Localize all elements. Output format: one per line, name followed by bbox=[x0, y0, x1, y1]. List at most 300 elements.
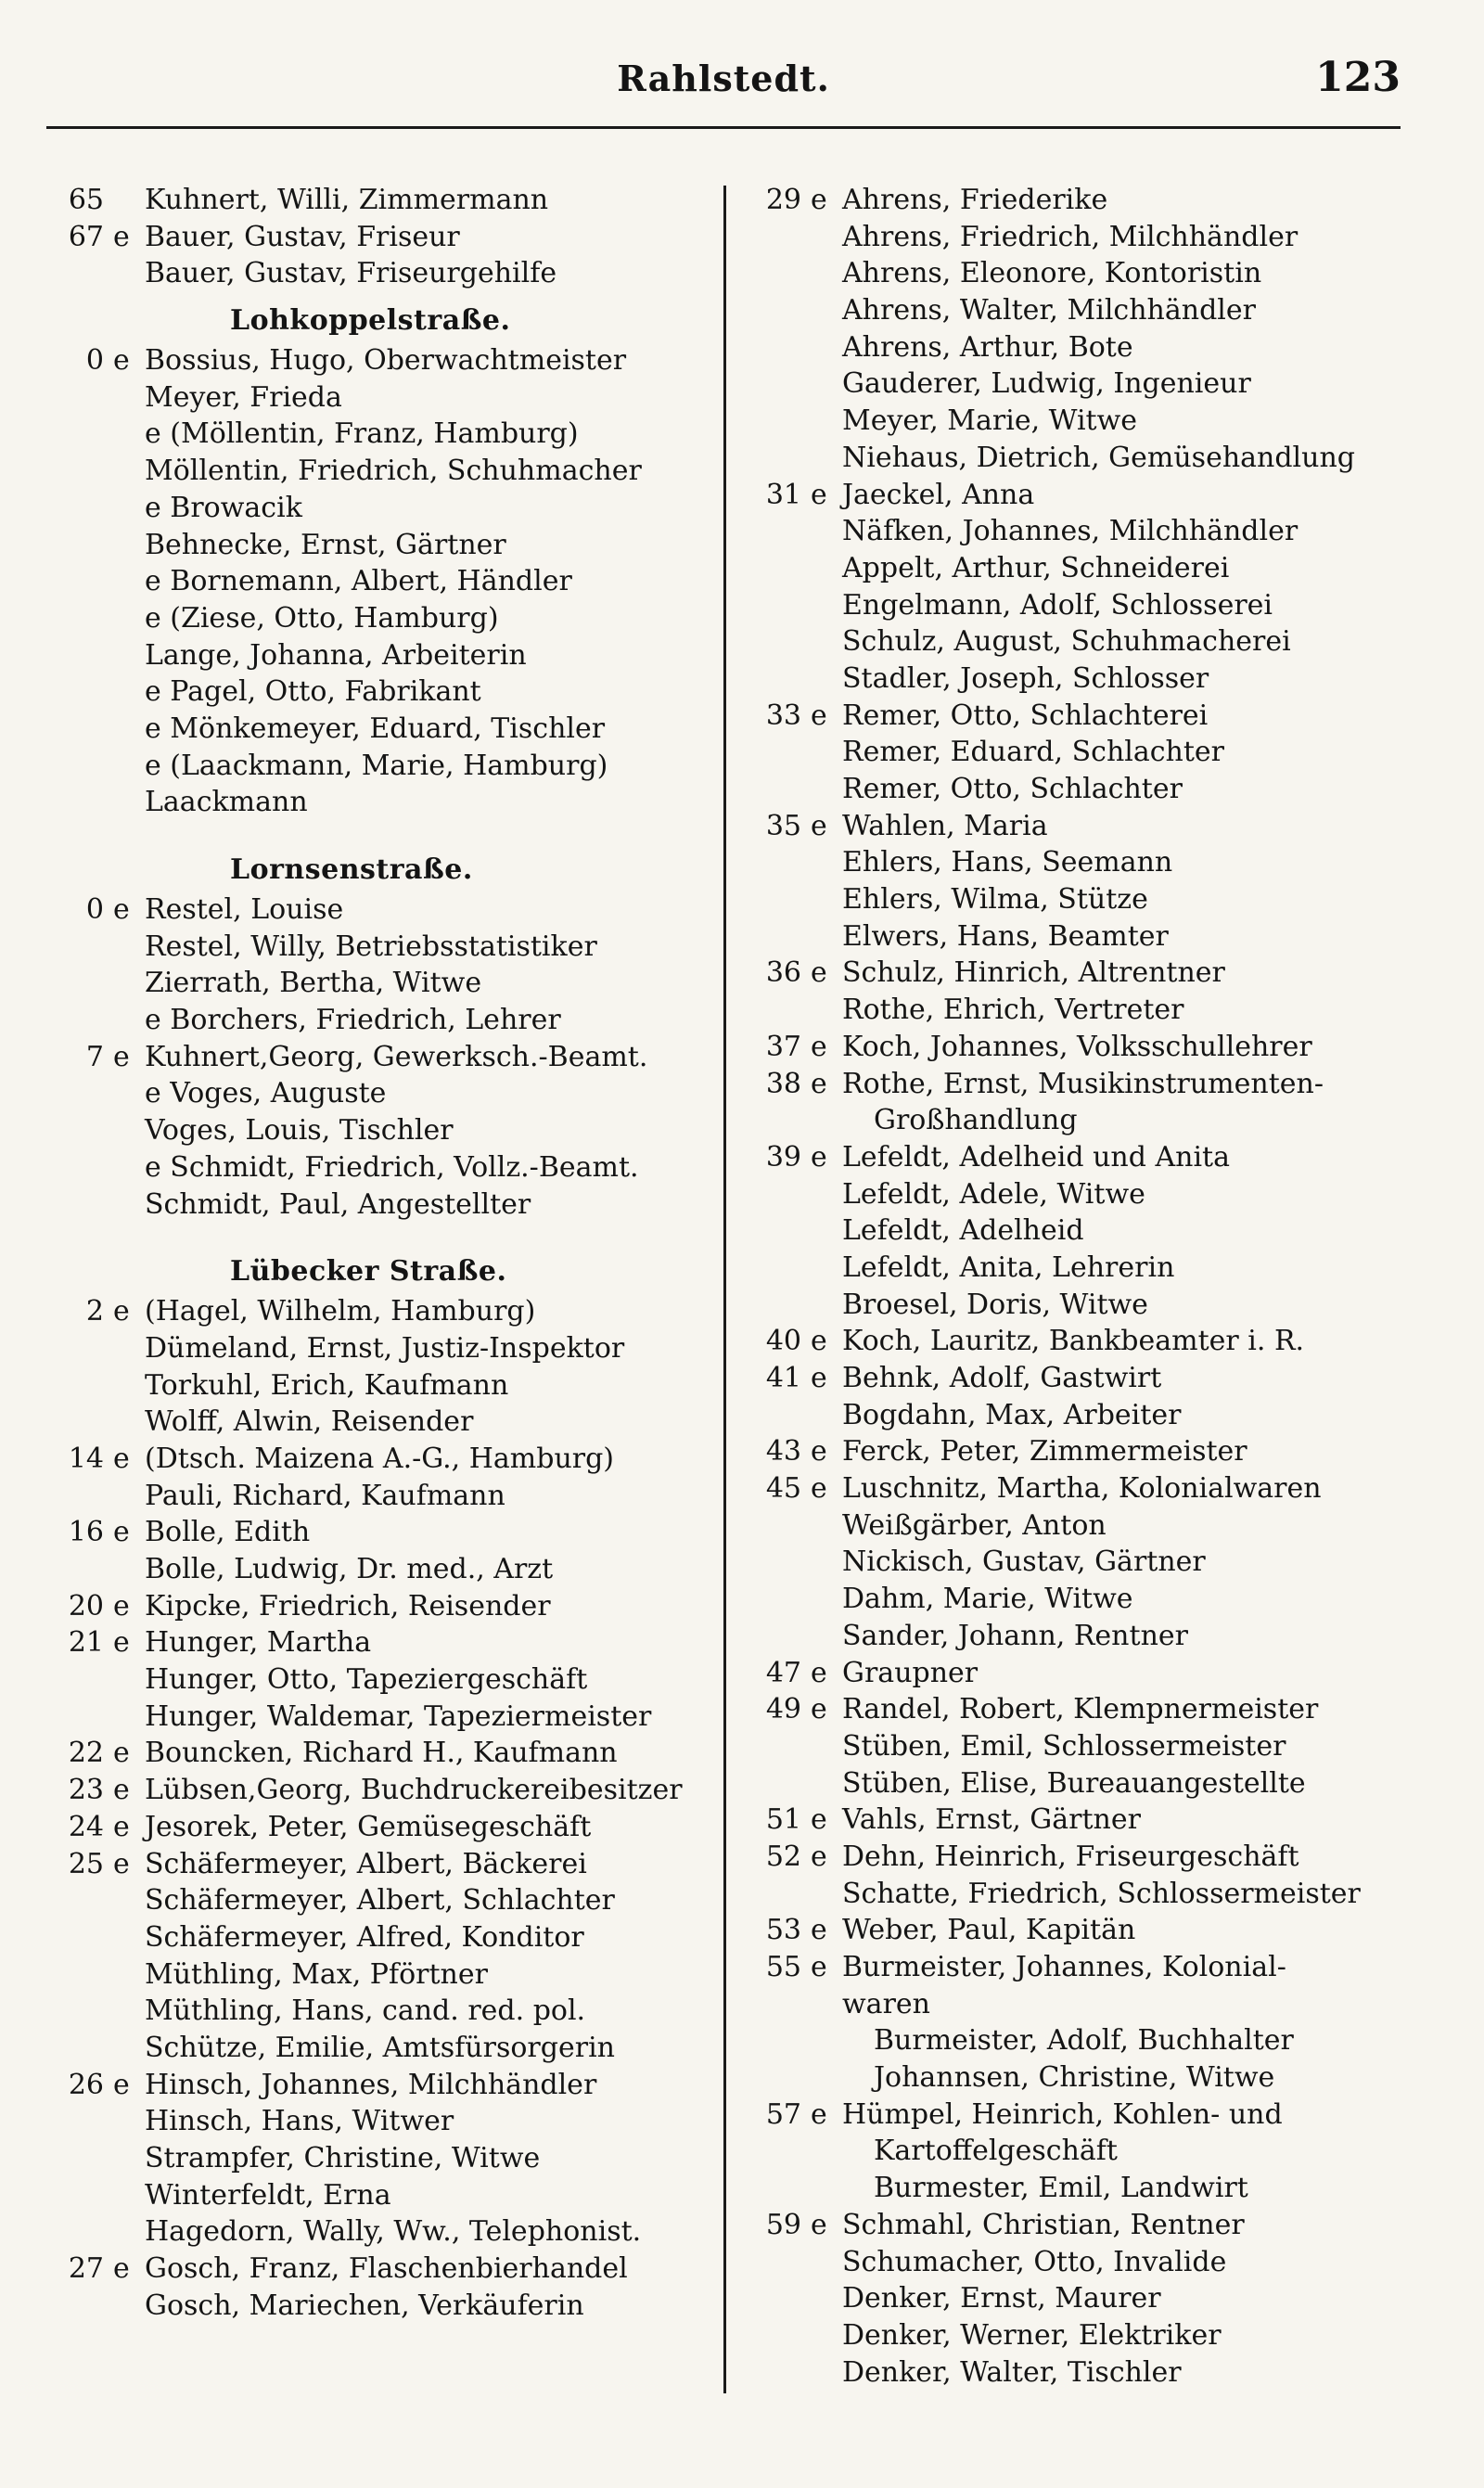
house-number: 0 bbox=[85, 893, 104, 926]
owner-flag: e bbox=[811, 1435, 827, 1468]
house-number: 29 bbox=[765, 184, 801, 216]
house-number: 25 bbox=[68, 1847, 104, 1880]
house-number bbox=[56, 2030, 104, 2067]
directory-entry bbox=[56, 1735, 705, 1772]
resident-text: Weißgärber, Anton bbox=[842, 1508, 1107, 1542]
owner-flag bbox=[113, 1882, 145, 1919]
house-number: 35 bbox=[765, 809, 801, 842]
house-number bbox=[753, 2280, 801, 2317]
resident-text: Bouncken, Richard H., Kaufmann bbox=[145, 1737, 618, 1770]
resident-text: Kuhnert,Georg, Gewerksch.-Beamt. bbox=[145, 1040, 648, 1073]
owner-flag bbox=[113, 1956, 145, 1994]
gap bbox=[801, 2207, 811, 2244]
directory-entry bbox=[56, 1293, 705, 1330]
resident-text: Burmester, Emil, Landwirt bbox=[874, 2172, 1248, 2205]
owner-flag bbox=[811, 292, 842, 329]
gap bbox=[104, 965, 113, 1002]
resident-text: Schäfermeyer, Alfred, Konditor bbox=[145, 1920, 584, 1954]
resident-text: Remer, Eduard, Schlachter bbox=[842, 736, 1225, 769]
resident-text: Laackmann bbox=[145, 786, 308, 819]
owner-flag bbox=[113, 600, 145, 637]
gap bbox=[104, 1293, 113, 1330]
gap bbox=[104, 490, 113, 527]
gap bbox=[801, 2097, 811, 2134]
owner-flag bbox=[811, 2170, 842, 2207]
house-number bbox=[753, 2354, 801, 2392]
gap bbox=[104, 1699, 113, 1736]
house-number bbox=[56, 673, 104, 711]
street-heading: Lübecker Straße. bbox=[230, 1255, 507, 1289]
house-number bbox=[56, 255, 104, 292]
resident-text: Lefeldt, Adele, Witwe bbox=[842, 1177, 1145, 1211]
gap bbox=[801, 1250, 811, 1287]
house-number: 39 bbox=[765, 1140, 801, 1173]
gap bbox=[104, 1404, 113, 1441]
resident-text: Ahrens, Walter, Milchhändler bbox=[842, 294, 1256, 327]
house-number: 24 bbox=[68, 1810, 104, 1843]
resident-text: Ahrens, Arthur, Bote bbox=[842, 330, 1133, 364]
owner-flag: e bbox=[113, 2068, 130, 2101]
owner-flag bbox=[113, 2103, 145, 2140]
owner-flag bbox=[811, 1212, 842, 1250]
directory-entry bbox=[753, 734, 1449, 771]
resident-text: Wahlen, Maria bbox=[842, 809, 1048, 842]
house-number bbox=[56, 929, 104, 966]
house-number bbox=[56, 2140, 104, 2177]
gap bbox=[104, 1919, 113, 1956]
gap bbox=[801, 2354, 811, 2392]
header-rule bbox=[46, 126, 1401, 129]
house-number bbox=[56, 453, 104, 490]
gap bbox=[801, 1618, 811, 1655]
house-number bbox=[56, 1186, 104, 1224]
owner-flag bbox=[811, 403, 842, 440]
gap bbox=[104, 1112, 113, 1149]
resident-text: Strampfer, Christine, Witwe bbox=[145, 2142, 541, 2174]
house-number bbox=[753, 2170, 801, 2207]
owner-flag bbox=[113, 1919, 145, 1956]
owner-flag bbox=[113, 1075, 145, 1112]
directory-entry bbox=[56, 1186, 705, 1224]
resident-text: Bossius, Hugo, Oberwachtmeister bbox=[145, 344, 627, 378]
resident-text: e (Laackmann, Marie, Hamburg) bbox=[145, 749, 608, 782]
house-number bbox=[753, 1618, 801, 1655]
owner-flag bbox=[811, 1544, 842, 1581]
owner-flag bbox=[113, 2140, 145, 2177]
house-number bbox=[56, 2177, 104, 2214]
owner-flag bbox=[811, 1986, 842, 2023]
house-number bbox=[753, 1544, 801, 1581]
house-number bbox=[753, 844, 801, 881]
gap bbox=[801, 2170, 811, 2207]
gap bbox=[104, 2140, 113, 2177]
house-number bbox=[56, 2103, 104, 2140]
directory-entry bbox=[56, 2103, 705, 2140]
house-number: 14 bbox=[68, 1442, 104, 1475]
house-number bbox=[56, 600, 104, 637]
gap bbox=[801, 255, 811, 292]
directory-entry bbox=[56, 711, 705, 748]
directory-entry bbox=[56, 1624, 705, 1661]
owner-flag bbox=[113, 637, 145, 674]
owner-flag bbox=[811, 771, 842, 808]
directory-entry bbox=[753, 255, 1449, 292]
resident-text: Rothe, Ehrich, Vertreter bbox=[842, 994, 1184, 1027]
resident-text: Schmahl, Christian, Rentner bbox=[842, 2208, 1245, 2241]
owner-flag: e bbox=[113, 2252, 130, 2286]
resident-text: Hunger, Waldemar, Tapeziermeister bbox=[145, 1699, 652, 1733]
owner-flag bbox=[811, 219, 842, 256]
directory-entry bbox=[56, 1919, 705, 1956]
owner-flag bbox=[113, 784, 145, 821]
house-number: 26 bbox=[68, 2068, 104, 2101]
resident-text: Randel, Robert, Klempnermeister bbox=[842, 1693, 1319, 1726]
owner-flag bbox=[113, 1404, 145, 1441]
house-number bbox=[56, 711, 104, 748]
house-number bbox=[56, 2213, 104, 2251]
directory-entry bbox=[753, 1655, 1449, 1692]
directory-entry bbox=[56, 1149, 705, 1186]
resident-text: Ferck, Peter, Zimmermeister bbox=[842, 1435, 1247, 1468]
gap bbox=[801, 440, 811, 477]
resident-text: Schulz, Hinrich, Altrentner bbox=[842, 956, 1225, 990]
house-number: 2 bbox=[85, 1295, 104, 1328]
directory-entry bbox=[753, 550, 1449, 587]
directory-entry bbox=[753, 1397, 1449, 1434]
owner-flag: e bbox=[811, 478, 827, 511]
house-number bbox=[753, 2317, 801, 2354]
gap bbox=[104, 2288, 113, 2325]
resident-text: Torkuhl, Erich, Kaufmann bbox=[145, 1368, 509, 1402]
owner-flag bbox=[113, 1112, 145, 1149]
gap bbox=[801, 1691, 811, 1728]
resident-text: Näfken, Johannes, Milchhändler bbox=[842, 515, 1298, 548]
house-number: 0 bbox=[85, 344, 104, 378]
directory-entry bbox=[753, 1691, 1449, 1728]
resident-text: Pauli, Richard, Kaufmann bbox=[145, 1479, 505, 1512]
house-number: 41 bbox=[765, 1362, 801, 1394]
house-number bbox=[56, 379, 104, 417]
house-number: 53 bbox=[765, 1914, 801, 1947]
owner-flag: e bbox=[811, 956, 827, 990]
gap bbox=[104, 1039, 113, 1076]
resident-text: Schatte, Friedrich, Schlossermeister bbox=[842, 1877, 1361, 1910]
house-number bbox=[56, 1993, 104, 2030]
resident-text: Hunger, Martha bbox=[145, 1626, 372, 1660]
gap bbox=[104, 1846, 113, 1883]
directory-entry bbox=[753, 918, 1449, 955]
directory-entry bbox=[56, 673, 705, 711]
owner-flag bbox=[113, 1330, 145, 1367]
owner-flag bbox=[811, 881, 842, 918]
house-number bbox=[753, 771, 801, 808]
gap bbox=[104, 1514, 113, 1551]
resident-text: Remer, Otto, Schlachter bbox=[842, 773, 1183, 805]
gap bbox=[801, 844, 811, 881]
directory-entry bbox=[753, 1360, 1449, 1397]
owner-flag: e bbox=[811, 2097, 827, 2131]
gap bbox=[801, 2022, 811, 2059]
owner-flag bbox=[811, 366, 842, 403]
house-number: 7 bbox=[85, 1040, 104, 1073]
resident-text: Gosch, Mariechen, Verkäuferin bbox=[145, 2289, 584, 2322]
directory-entry bbox=[753, 1029, 1449, 1066]
gap bbox=[801, 1986, 811, 2023]
gap bbox=[801, 1765, 811, 1802]
directory-entry bbox=[56, 453, 705, 490]
directory-entry bbox=[753, 1507, 1449, 1545]
house-number bbox=[753, 2022, 801, 2059]
resident-text: Remer, Otto, Schlachterei bbox=[842, 699, 1209, 732]
page-title: Rahlstedt. bbox=[617, 58, 830, 99]
directory-entry bbox=[753, 623, 1449, 660]
directory-entry bbox=[753, 292, 1449, 329]
owner-flag bbox=[811, 918, 842, 955]
owner-flag bbox=[113, 2288, 145, 2325]
resident-text: Dümeland, Ernst, Justiz-Inspektor bbox=[145, 1331, 625, 1365]
gap bbox=[104, 1624, 113, 1661]
gap bbox=[801, 550, 811, 587]
gap bbox=[801, 329, 811, 366]
owner-flag: e bbox=[113, 344, 130, 378]
owner-flag bbox=[113, 929, 145, 966]
house-number: 23 bbox=[68, 1774, 104, 1807]
owner-flag bbox=[811, 440, 842, 477]
gap bbox=[104, 453, 113, 490]
house-number bbox=[753, 2059, 801, 2097]
gap bbox=[801, 992, 811, 1029]
house-number bbox=[56, 1002, 104, 1039]
gap bbox=[104, 1478, 113, 1515]
gap bbox=[104, 1075, 113, 1112]
gap bbox=[801, 623, 811, 660]
house-number bbox=[56, 1367, 104, 1404]
directory-entry bbox=[56, 1882, 705, 1919]
owner-flag bbox=[811, 1507, 842, 1545]
gap bbox=[104, 1993, 113, 2030]
owner-flag bbox=[113, 1186, 145, 1224]
gap bbox=[801, 182, 811, 219]
owner-flag bbox=[113, 1551, 145, 1588]
directory-entry bbox=[753, 844, 1449, 881]
directory-entry bbox=[753, 1433, 1449, 1470]
owner-flag: e bbox=[113, 1589, 130, 1622]
house-number bbox=[56, 1149, 104, 1186]
directory-entry bbox=[753, 2280, 1449, 2317]
house-number bbox=[753, 1876, 801, 1913]
gap bbox=[104, 1735, 113, 1772]
house-number bbox=[56, 965, 104, 1002]
gap bbox=[801, 1323, 811, 1360]
house-number bbox=[753, 623, 801, 660]
directory-entry bbox=[753, 2317, 1449, 2354]
gap bbox=[104, 2030, 113, 2067]
owner-flag: e bbox=[811, 1693, 827, 1726]
directory-entry bbox=[753, 1212, 1449, 1250]
house-number bbox=[753, 1212, 801, 1250]
owner-flag: e bbox=[113, 1737, 130, 1770]
gap bbox=[801, 587, 811, 624]
owner-flag bbox=[811, 1728, 842, 1765]
gap bbox=[801, 1102, 811, 1139]
owner-flag: e bbox=[811, 184, 827, 216]
house-number bbox=[753, 1986, 801, 2023]
owner-flag bbox=[811, 513, 842, 550]
resident-text: Rothe, Ernst, Musikinstrumenten- bbox=[842, 1067, 1324, 1100]
house-number bbox=[753, 255, 801, 292]
house-number bbox=[56, 637, 104, 674]
resident-text: e Schmidt, Friedrich, Vollz.-Beamt. bbox=[145, 1150, 639, 1184]
resident-text: Hagedorn, Wally, Ww., Telephonist. bbox=[145, 2215, 642, 2249]
gap bbox=[801, 1176, 811, 1213]
gap bbox=[801, 771, 811, 808]
house-number: 49 bbox=[765, 1693, 801, 1726]
resident-text: Bauer, Gustav, Friseur bbox=[145, 220, 460, 253]
gap bbox=[104, 1772, 113, 1809]
resident-text: Ahrens, Friedrich, Milchhändler bbox=[842, 220, 1298, 253]
owner-flag bbox=[113, 673, 145, 711]
directory-entry bbox=[753, 955, 1449, 992]
house-number bbox=[753, 734, 801, 771]
directory-entry bbox=[753, 1581, 1449, 1618]
house-number: 67 bbox=[68, 220, 104, 253]
resident-text: Niehaus, Dietrich, Gemüsehandlung bbox=[842, 441, 1355, 474]
gap bbox=[801, 2133, 811, 2170]
directory-entry bbox=[753, 1176, 1449, 1213]
resident-text: Lefeldt, Adelheid und Anita bbox=[842, 1140, 1230, 1173]
resident-text: Engelmann, Adolf, Schlosserei bbox=[842, 588, 1273, 622]
directory-entry bbox=[56, 1039, 705, 1076]
directory-entry bbox=[56, 2030, 705, 2067]
resident-text: Koch, Lauritz, Bankbeamter i. R. bbox=[842, 1325, 1305, 1358]
directory-entry bbox=[753, 992, 1449, 1029]
directory-entry bbox=[753, 587, 1449, 624]
resident-text: Schütze, Emilie, Amtsfürsorgerin bbox=[145, 2031, 615, 2064]
gap bbox=[801, 1360, 811, 1397]
directory-entry bbox=[753, 1323, 1449, 1360]
directory-entry bbox=[753, 366, 1449, 403]
house-number: 55 bbox=[765, 1951, 801, 1983]
house-number bbox=[56, 527, 104, 564]
owner-flag bbox=[113, 527, 145, 564]
directory-entry bbox=[753, 1728, 1449, 1765]
resident-text: Burmeister, Adolf, Buchhalter bbox=[874, 2024, 1294, 2058]
owner-flag bbox=[811, 329, 842, 366]
owner-flag: e bbox=[113, 1295, 130, 1328]
directory-entry bbox=[753, 182, 1449, 219]
resident-text: Gosch, Franz, Flaschenbierhandel bbox=[145, 2252, 628, 2286]
resident-text: Schulz, August, Schuhmacherei bbox=[842, 625, 1291, 659]
gap bbox=[104, 563, 113, 600]
owner-flag bbox=[811, 992, 842, 1029]
house-number bbox=[56, 1478, 104, 1515]
house-number bbox=[753, 1507, 801, 1545]
directory-entry bbox=[56, 2067, 705, 2104]
owner-flag: e bbox=[811, 1914, 827, 1947]
directory-entry bbox=[56, 1404, 705, 1441]
house-number bbox=[56, 1661, 104, 1699]
directory-entry bbox=[753, 1618, 1449, 1655]
directory-entry bbox=[753, 1876, 1449, 1913]
owner-flag bbox=[113, 255, 145, 292]
page-number: 123 bbox=[1315, 54, 1401, 101]
house-number bbox=[753, 1728, 801, 1765]
resident-text: Denker, Walter, Tischler bbox=[842, 2355, 1182, 2389]
directory-entry bbox=[753, 1986, 1449, 2023]
owner-flag: e bbox=[811, 1656, 827, 1689]
owner-flag: e bbox=[811, 809, 827, 842]
owner-flag: e bbox=[113, 1774, 130, 1807]
owner-flag bbox=[113, 711, 145, 748]
house-number: 27 bbox=[68, 2252, 104, 2286]
directory-entry bbox=[753, 2097, 1449, 2134]
section-spacer bbox=[56, 821, 705, 841]
resident-text: Kartoffelgeschäft bbox=[874, 2135, 1118, 2168]
resident-text: Dehn, Heinrich, Friseurgeschäft bbox=[842, 1840, 1299, 1873]
resident-text: Ehlers, Hans, Seemann bbox=[842, 846, 1173, 879]
owner-flag bbox=[811, 1102, 842, 1139]
owner-flag bbox=[811, 1581, 842, 1618]
owner-flag bbox=[811, 1176, 842, 1213]
owner-flag: e bbox=[811, 1840, 827, 1873]
resident-text: Möllentin, Friedrich, Schuhmacher bbox=[145, 455, 642, 488]
house-number bbox=[753, 440, 801, 477]
gap bbox=[104, 1186, 113, 1224]
owner-flag bbox=[113, 748, 145, 785]
gap bbox=[801, 808, 811, 845]
owner-flag bbox=[811, 2317, 842, 2354]
directory-entry bbox=[56, 1330, 705, 1367]
house-number: 57 bbox=[765, 2097, 801, 2131]
resident-text: Schmidt, Paul, Angestellter bbox=[145, 1187, 531, 1221]
resident-text: Meyer, Frieda bbox=[145, 380, 342, 414]
resident-text: Nickisch, Gustav, Gärtner bbox=[842, 1545, 1206, 1579]
owner-flag bbox=[113, 965, 145, 1002]
house-number: 33 bbox=[765, 699, 801, 732]
house-number bbox=[56, 1956, 104, 1994]
resident-text: (Dtsch. Maizena A.-G., Hamburg) bbox=[145, 1442, 615, 1475]
owner-flag bbox=[811, 2059, 842, 2097]
owner-flag bbox=[811, 587, 842, 624]
resident-text: waren bbox=[842, 1987, 930, 2020]
directory-entry bbox=[753, 2244, 1449, 2281]
directory-entry bbox=[753, 1102, 1449, 1139]
gap bbox=[801, 1912, 811, 1949]
owner-flag: e bbox=[113, 220, 130, 253]
gap bbox=[104, 182, 113, 219]
gap bbox=[104, 1588, 113, 1625]
directory-entry bbox=[56, 2288, 705, 2325]
house-number bbox=[753, 366, 801, 403]
directory-entry bbox=[56, 1478, 705, 1515]
resident-text: Weber, Paul, Kapitän bbox=[842, 1914, 1136, 1947]
owner-flag bbox=[113, 379, 145, 417]
house-number bbox=[753, 660, 801, 698]
resident-text: Schäfermeyer, Albert, Schlachter bbox=[145, 1884, 615, 1917]
directory-entry bbox=[56, 1551, 705, 1588]
owner-flag bbox=[113, 453, 145, 490]
resident-text: Denker, Ernst, Maurer bbox=[842, 2282, 1161, 2315]
gap bbox=[104, 891, 113, 929]
house-number: 22 bbox=[68, 1737, 104, 1770]
owner-flag bbox=[811, 660, 842, 698]
gap bbox=[801, 219, 811, 256]
owner-flag bbox=[113, 563, 145, 600]
house-number bbox=[753, 2244, 801, 2281]
house-number bbox=[56, 1919, 104, 1956]
resident-text: Koch, Johannes, Volksschullehrer bbox=[842, 1030, 1312, 1063]
directory-entry bbox=[753, 440, 1449, 477]
